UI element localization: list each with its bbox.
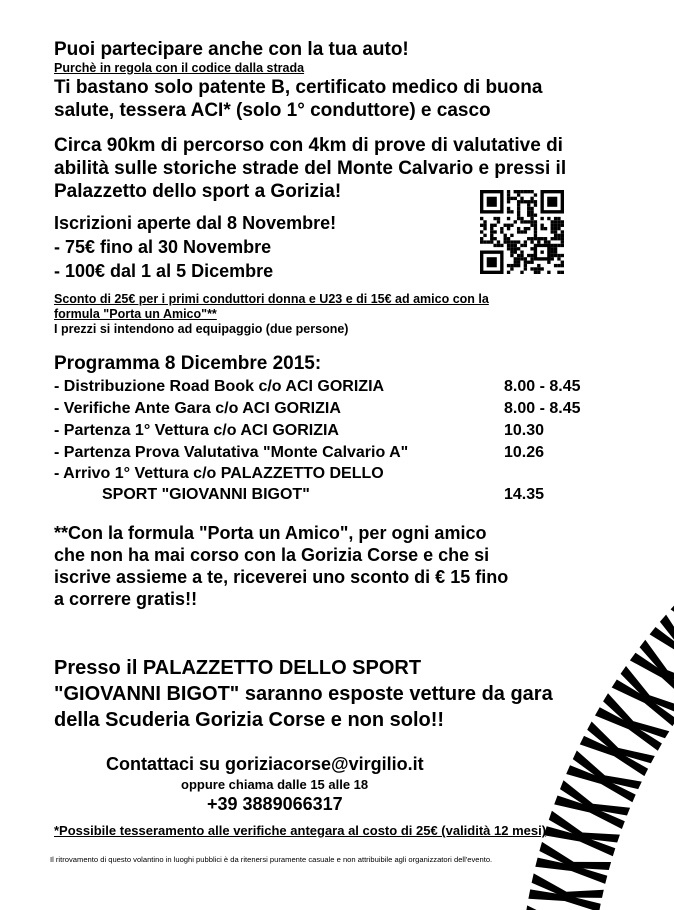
contact-phone[interactable]: +39 3889066317: [207, 794, 343, 814]
programma-item-label: - Arrivo 1° Vettura c/o PALAZZETTO DELLO: [54, 465, 384, 482]
contact-email[interactable]: Contattaci su goriziacorse@virgilio.it: [106, 754, 424, 774]
route-line-1: Circa 90km di percorso con 4km di prove di valutative di: [54, 135, 563, 156]
programma-item-time: 8.00 - 8.45: [504, 378, 581, 395]
price-note: I prezzi si intendono ad equipaggio (due persone): [54, 322, 349, 336]
exhibit-line-2: "GIOVANNI BIGOT" saranno esposte vetture da gara: [54, 683, 553, 705]
requirements-line-1: Ti bastano solo patente B, certificato medico di buona: [54, 77, 543, 98]
programma-title: Programma 8 Dicembre 2015:: [54, 353, 322, 374]
programma-item-label: SPORT "GIOVANNI BIGOT": [102, 486, 310, 503]
programma-item-time: 10.30: [504, 422, 545, 439]
programma-item: [54, 377, 614, 397]
discount-line-1: Sconto di 25€ per i primi conduttori donna e U23 e di 15€ ad amico con la: [54, 292, 489, 306]
subheadline: Purchè in regola con il codice dalla strada: [54, 61, 305, 75]
programma-item-label: - Distribuzione Road Book c/o ACI GORIZIA: [54, 378, 385, 395]
programma-item-label: - Verifiche Ante Gara c/o ACI GORIZIA: [54, 400, 341, 417]
friend-offer-line-1: **Con la formula "Porta un Amico", per ogni amico: [54, 523, 487, 543]
exhibit-line-1: Presso il PALAZZETTO DELLO SPORT: [54, 657, 422, 679]
programma-item: [54, 443, 614, 463]
requirements-line-2: salute, tessera ACI* (solo 1° conduttore) e casco: [54, 100, 491, 121]
programma-item-label: - Partenza Prova Valutativa "Monte Calvario A": [54, 444, 409, 461]
programma-item-label: - Partenza 1° Vettura c/o ACI GORIZIA: [54, 422, 339, 439]
discount-line-2: formula "Porta un Amico"**: [54, 307, 217, 321]
route-line-3: Palazzetto dello sport a Gorizia!: [54, 181, 342, 202]
exhibit-line-3: della Scuderia Gorizia Corse e non solo!!: [54, 709, 445, 731]
route-line-2: abilità sulle storiche strade del Monte Calvario e pressi il: [54, 158, 567, 179]
programma-item: [54, 399, 614, 419]
programma-item-time: 10.26: [504, 444, 545, 461]
price-early: - 75€ fino al 30 Novembre: [54, 237, 272, 257]
friend-offer-line-4: a correre gratis!!: [54, 589, 198, 609]
disclaimer: Il ritrovamento di questo volantino in luoghi pubblici è da ritenersi puramente casuale e non attribuibile agli organizzatori dell'evento.: [50, 855, 493, 864]
programma-item: [54, 421, 614, 441]
friend-offer-line-3: iscrive assieme a te, riceverei uno sconto di € 15 fino: [54, 567, 509, 587]
price-late: - 100€ dal 1 al 5 Dicembre: [54, 261, 274, 281]
programma-item-time: 8.00 - 8.45: [504, 400, 581, 417]
qr-code-icon[interactable]: [480, 190, 564, 274]
registration-title: Iscrizioni aperte dal 8 Novembre!: [54, 213, 337, 233]
contact-call-hours: oppure chiama dalle 15 alle 18: [181, 777, 369, 792]
programma-item-time: 14.35: [504, 486, 545, 503]
headline: Puoi partecipare anche con la tua auto!: [54, 39, 409, 60]
programma-item: [54, 464, 614, 484]
friend-offer-line-2: che non ha mai corso con la Gorizia Corse e che si: [54, 545, 490, 565]
membership-note: *Possibile tesseramento alle verifiche antegara al costo di 25€ (validità 12 mesi): [54, 823, 547, 838]
